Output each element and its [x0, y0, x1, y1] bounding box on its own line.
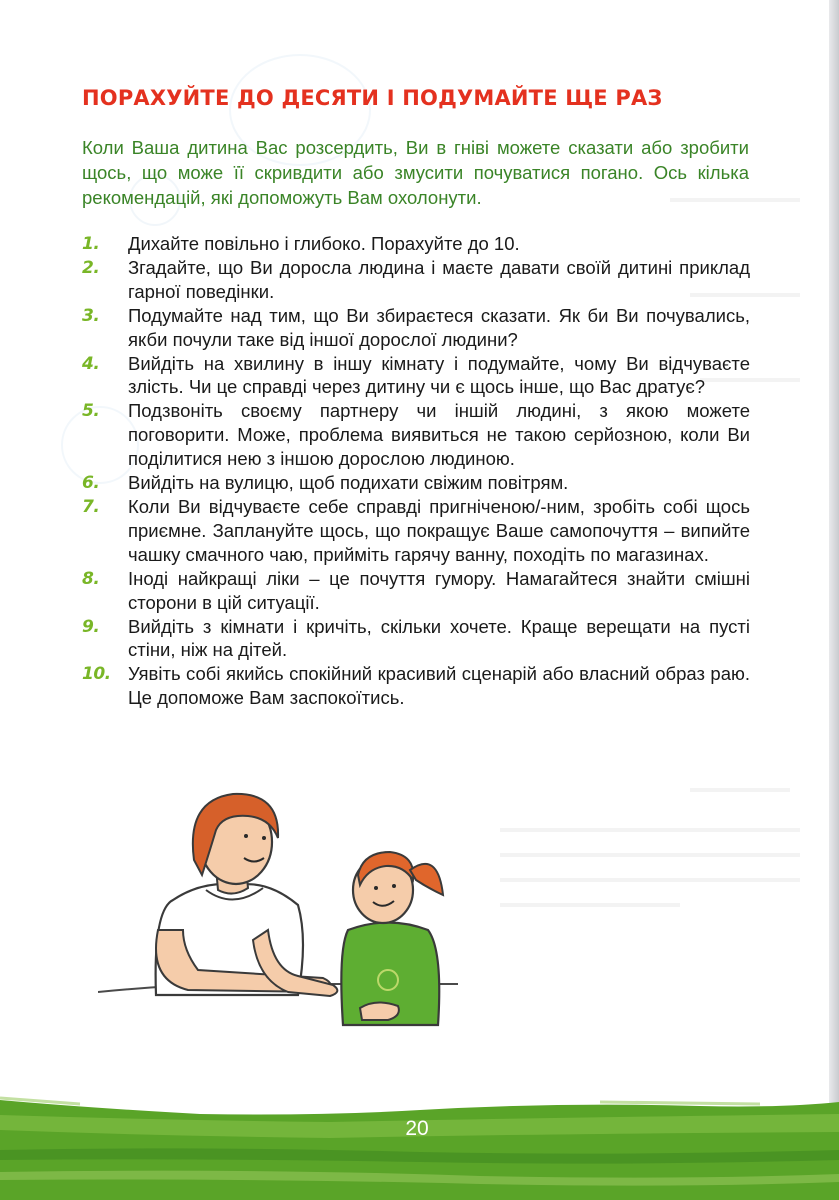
tip-item: [82, 615, 750, 663]
tip-item: [82, 399, 750, 471]
tip-number: 5.: [82, 401, 100, 422]
intro-paragraph: Коли Ваша дитина Вас розсердить, Ви в гніві можете сказати або зробити щось, що може її скривдити або змусити почуватися погано. Ось кілька рекомендацій, які допоможуть Вам охолонути.: [82, 137, 749, 208]
tip-number: 4.: [82, 353, 100, 374]
tip-number: 9.: [82, 616, 100, 637]
mother-and-daughter-illustration: [98, 780, 458, 1035]
tip-number: 10.: [82, 664, 111, 685]
tips-list: [82, 232, 750, 710]
page-edge: [829, 0, 839, 1200]
tip-number: 6.: [82, 473, 100, 494]
tip-item: [82, 662, 750, 710]
tip-text: Вийдіть на хвилину в іншу кімнату і подумайте, чому Ви відчуваєте злість. Чи це справді через дитину чи є щось інше, що Вас дратує?: [128, 352, 750, 398]
tip-item: [82, 256, 750, 304]
tip-text: Згадайте, що Ви доросла людина і маєте давати своїй дитині приклад гарної поведінки.: [128, 256, 750, 302]
tip-item: [82, 471, 750, 495]
tip-number: 3.: [82, 305, 100, 326]
tip-text: Коли Ви відчуваєте себе справді пригніченою/-ним, зробіть собі щось приємне. Заплануйте щось, що покращує Ваше самопочуття – випийте чашку смачного чаю, прийміть гарячу ванну, походіть по магазинах.: [128, 495, 750, 565]
tip-item: [82, 304, 750, 352]
tip-item: [82, 232, 750, 256]
tip-text: Подумайте над тим, що Ви збираєтеся сказати. Як би Ви почувались, якби почули таке від іншої дорослої людини?: [128, 304, 750, 350]
tip-text: Подзвоніть своєму партнеру чи іншій людині, з якою можете поговорити. Може, проблема виявиться не такою серйозною, коли Ви поділитися нею з іншою дорослою людиною.: [128, 400, 750, 470]
tip-text: Дихайте повільно і глибоко. Порахуйте до 10.: [128, 233, 520, 254]
tip-number: 8.: [82, 568, 100, 589]
tip-item: [82, 352, 750, 400]
page-number: 20: [405, 1117, 429, 1140]
tip-text: Іноді найкращі ліки – це почуття гумору. Намагайтеся знайти смішні сторони в цій ситуації.: [128, 567, 750, 613]
tip-text: Уявіть собі якийсь спокійний красивий сценарій або власний образ раю. Це допоможе Вам заспокоїтись.: [128, 663, 750, 709]
tip-number: 7.: [82, 496, 100, 517]
tip-item: [82, 495, 750, 567]
tip-number: 1.: [82, 234, 100, 254]
tip-text: Вийдіть на вулицю, щоб подихати свіжим повітрям.: [128, 472, 569, 494]
tip-text: Вийдіть з кімнати і кричіть, скільки хочете. Краще верещати на пусті стіни, ніж на дітей.: [128, 615, 750, 661]
tip-number: 2.: [82, 257, 100, 278]
tip-item: [82, 567, 750, 615]
page-title: ПОРАХУЙТЕ ДО ДЕСЯТИ І ПОДУМАЙТЕ ЩЕ РАЗ: [82, 86, 663, 110]
